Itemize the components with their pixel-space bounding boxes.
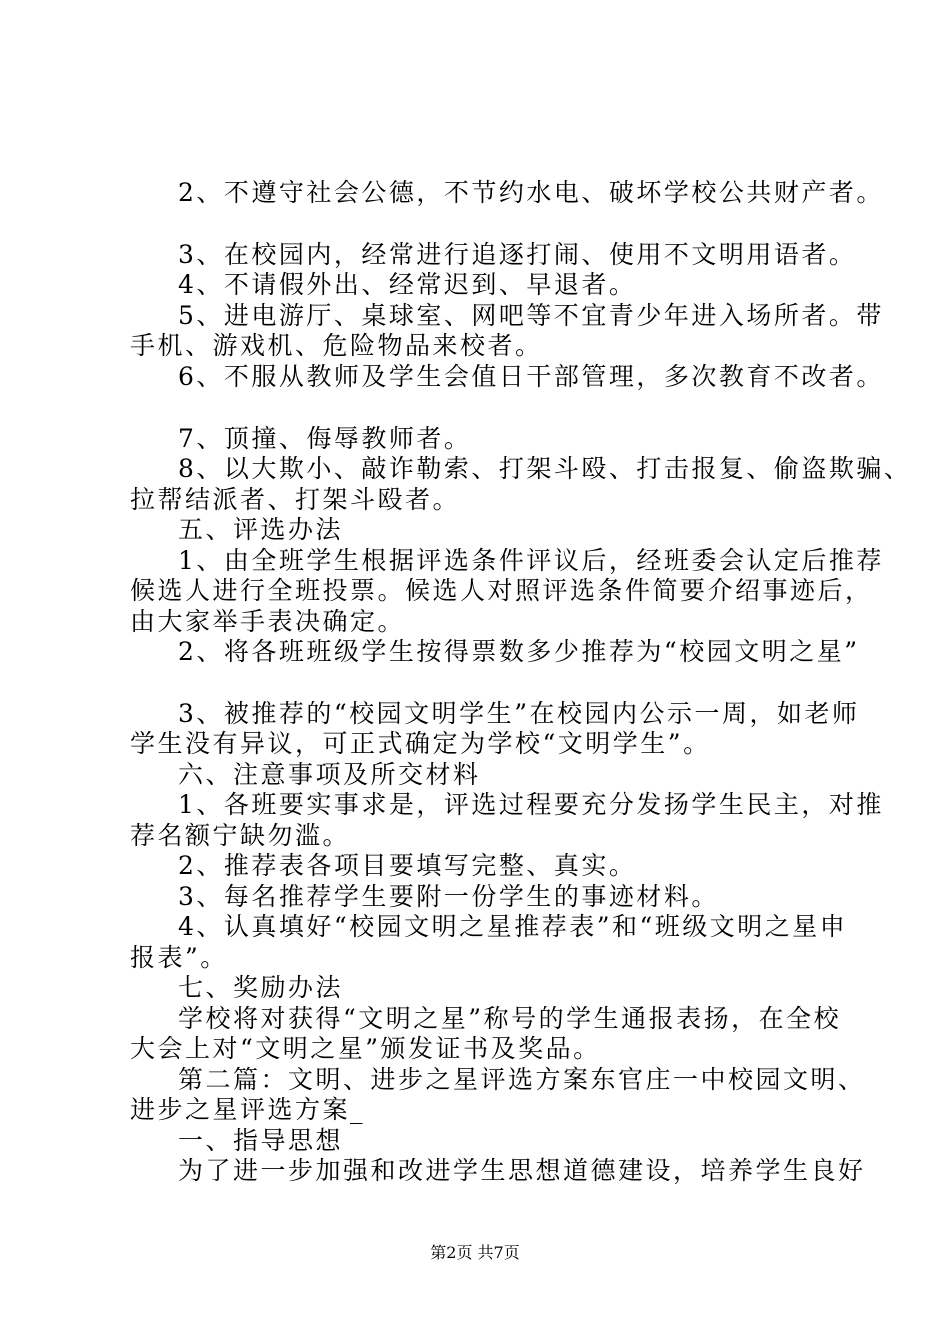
text-line: 大会上对“文明之星”颁发证书及奖品。 (130, 1034, 601, 1063)
text-line: 进步之星评选方案_ (130, 1095, 366, 1124)
text-line: 4、认真填好“校园文明之星推荐表”和“班级文明之星申 (178, 912, 848, 941)
text-line: 3、在校园内，经常进行追逐打闹、使用不文明用语者。 (178, 240, 857, 269)
section-heading: 六、注意事项及所交材料 (178, 760, 481, 789)
text-line: 7、顶撞、侮辱教师者。 (178, 424, 472, 453)
page-footer: 第2页 共7页 (430, 1243, 520, 1262)
text-line: 8、以大欺小、敲诈勒索、打架斗殴、打击报复、偷盗欺骗、 (178, 454, 912, 483)
text-line: 3、每名推荐学生要附一份学生的事迹材料。 (178, 882, 719, 911)
section-heading: 一、指导思想 (178, 1126, 344, 1155)
text-line: 拉帮结派者、打架斗殴者。 (130, 485, 461, 514)
text-line: 2、不遵守社会公德，不节约水电、破坏学校公共财产者。 (178, 178, 884, 207)
text-line: 5、进电游厅、桌球室、网吧等不宜青少年进入场所者。带 (178, 301, 884, 330)
text-line: 由大家举手表决确定。 (130, 607, 406, 636)
text-line: 4、不请假外出、经常迟到、早退者。 (178, 270, 637, 299)
section-heading: 七、奖励办法 (178, 973, 344, 1002)
section-heading: 五、评选办法 (178, 515, 344, 544)
text-line: 荐名额宁缺勿滥。 (130, 821, 351, 850)
text-line: 第二篇：文明、进步之星评选方案东官庄一中校园文明、 (178, 1065, 866, 1094)
text-line: 报表”。 (130, 943, 228, 972)
text-line: 为了进一步加强和改进学生思想道德建设，培养学生良好 (178, 1156, 866, 1185)
text-line: 1、各班要实事求是，评选过程要充分发扬学生民主，对推 (178, 790, 884, 819)
text-line: 1、由全班学生根据评选条件评议后，经班委会认定后推荐 (178, 546, 884, 575)
text-line: 手机、游戏机、危险物品来校者。 (130, 331, 543, 360)
text-line: 6、不服从教师及学生会值日干部管理，多次教育不改者。 (178, 362, 884, 391)
text-line: 2、推荐表各项目要填写完整、真实。 (178, 851, 637, 880)
text-line: 2、将各班班级学生按得票数多少推荐为“校园文明之星” (178, 637, 860, 666)
text-line: 学生没有异议，可正式确定为学校“文明学生”。 (130, 729, 711, 758)
text-line: 学校将对获得“文明之星”称号的学生通报表扬，在全校 (178, 1004, 842, 1033)
text-line: 候选人进行全班投票。候选人对照评选条件简要介绍事迹后， (130, 576, 873, 605)
text-line: 3、被推荐的“校园文明学生”在校园内公示一周，如老师 (178, 699, 860, 728)
